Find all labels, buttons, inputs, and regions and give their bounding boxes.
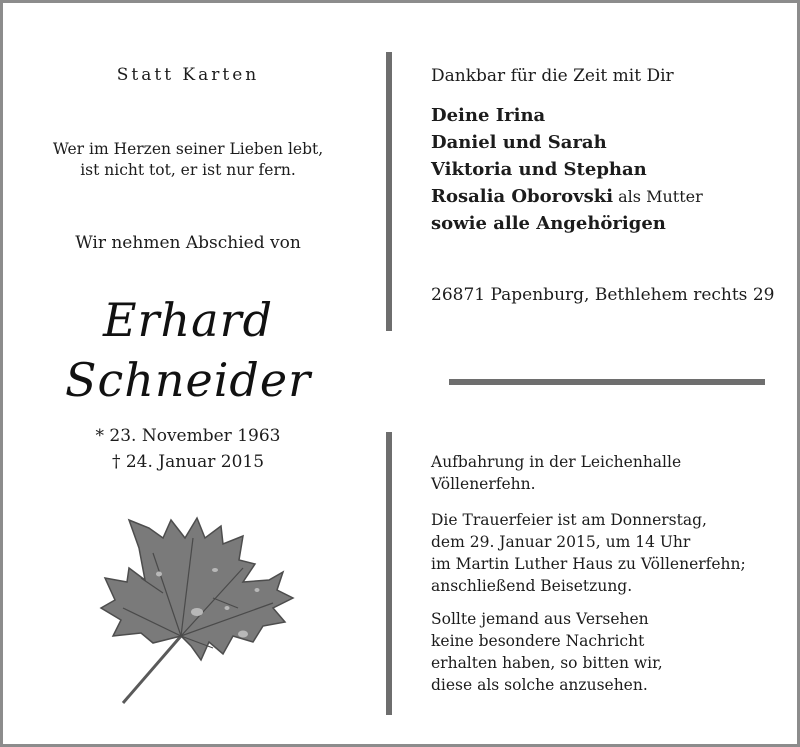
family-member-name: Deine Irina (431, 105, 546, 126)
life-dates (43, 423, 333, 475)
address: 26871 Papenburg, Bethlehem rechts 29 (431, 285, 775, 305)
info-line: im Martin Luther Haus zu Völlenerfehn; (431, 555, 746, 573)
info-line: Völlenerfehn. (431, 475, 536, 493)
info-notice (431, 608, 663, 696)
family-member-name: Daniel und Sarah (431, 132, 607, 153)
farewell-intro: Wir nehmen Abschied von (75, 233, 301, 253)
maple-leaf-icon (93, 508, 303, 708)
vertical-rule-bottom (386, 432, 392, 715)
family-member-name: sowie alle Angehörigen (431, 213, 666, 234)
info-funeral (431, 509, 746, 597)
deceased-first-name: Erhard (102, 293, 274, 347)
info-line: dem 29. Januar 2015, um 14 Uhr (431, 533, 691, 551)
family-member (431, 102, 703, 129)
family-member (431, 210, 703, 237)
family-list (431, 102, 703, 237)
family-member (431, 129, 703, 156)
horizontal-rule (449, 379, 765, 385)
birth-date: * 23. November 1963 (95, 426, 281, 446)
family-member-name: Viktoria und Stephan (431, 159, 647, 180)
info-line: anschließend Beisetzung. (431, 577, 633, 595)
info-viewing (431, 451, 681, 495)
death-date: † 24. Januar 2015 (111, 452, 265, 472)
deceased-last-name: Schneider (64, 353, 312, 407)
info-line: Aufbahrung in der Leichenhalle (431, 453, 682, 471)
family-member-relation: als Mutter (613, 187, 703, 206)
family-member-name: Rosalia Oborovski (431, 186, 614, 207)
heading-statt-karten: Statt Karten (116, 65, 260, 85)
info-line: Die Trauerfeier ist am Donnerstag, (431, 511, 707, 529)
vertical-rule-top (386, 52, 392, 331)
family-member (431, 183, 703, 210)
info-line: keine besondere Nachricht (431, 632, 645, 650)
info-line: Sollte jemand aus Versehen (431, 610, 649, 628)
thanks-line: Dankbar für die Zeit mit Dir (431, 66, 674, 86)
info-line: erhalten haben, so bitten wir, (431, 654, 663, 672)
quote-line: Wer im Herzen seiner Lieben lebt, (52, 140, 324, 158)
memorial-quote (43, 139, 333, 181)
family-member (431, 156, 703, 183)
quote-line: ist nicht tot, er ist nur fern. (80, 161, 296, 179)
info-line: diese als solche anzusehen. (431, 676, 648, 694)
